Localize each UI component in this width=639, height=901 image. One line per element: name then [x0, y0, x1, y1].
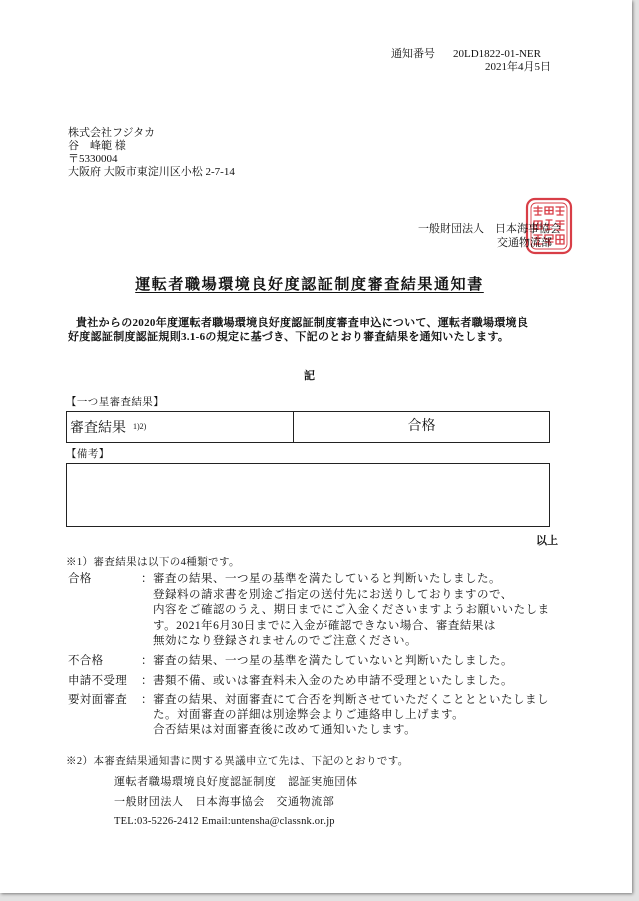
notice-number: 20LD1822-01-NER [453, 48, 541, 60]
result-note-ref: 1)2) [133, 422, 147, 431]
intro-line: 貴社からの2020年度運転者職場環境良好度認証制度審査申込について、運転者職場環境良 [76, 317, 529, 329]
result-value: 合格 [407, 419, 436, 434]
description-line: 無効になり登録されませんのでご注意ください。 [153, 635, 417, 647]
term-separator: ： [141, 675, 153, 687]
recipient-company: 株式会社フジタカ [68, 127, 156, 139]
result-label: 審査結果 [70, 421, 126, 436]
recipient-name: 谷 峰範 様 [68, 140, 126, 152]
issue-date: 2021年4月5日 [485, 61, 551, 73]
notice-number-label: 通知番号 [391, 48, 435, 60]
result-value-cell [294, 412, 549, 442]
description-line: 審査の結果、対面審査にて合否を判断させていただくこととといたしまし [153, 694, 549, 706]
document-title: 運転者職場環境良好度認証制度審査結果通知書 [135, 277, 484, 293]
result-type-term: 合格 [68, 573, 92, 585]
result-table [66, 411, 550, 443]
description-line: 審査の結果、一つ星の基準を満たしていると判断いたしました。 [153, 573, 501, 585]
result-type-description [153, 572, 550, 650]
description-line: た。対面審査の詳細は別途弊会よりご連絡申し上げます。 [153, 709, 465, 721]
result-type-description [153, 654, 513, 670]
remarks-box [66, 463, 550, 527]
intro-line: 好度認証制度認証規則3.1-6の規定に基づき、下記のとおり審査結果を通知いたします。 [68, 331, 510, 343]
result-label-cell [67, 412, 294, 442]
description-line: 審査の結果、一つ星の基準を満たしていないと判断いたしました。 [153, 655, 513, 667]
remarks-heading: 【備考】 [66, 449, 110, 460]
result-type-term: 申請不受理 [68, 675, 127, 687]
ki-marker: 記 [304, 370, 315, 382]
closing-mark: 以上 [536, 535, 558, 547]
description-line: 内容をご確認のうえ、期日までにご入金くださいますようお願いいたしま [153, 604, 550, 616]
contact-phone-email: TEL:03-5226-2412 Email:untensha@classnk.or.jp [114, 816, 335, 827]
description-line: 合否結果は対面審査後に改めて通知いたします。 [153, 724, 417, 736]
contact-line: 運転者職場環境良好度認証制度 認証実施団体 [114, 776, 358, 788]
note1-heading: ※1）審査結果は以下の4種類です。 [66, 557, 240, 568]
term-separator: ： [141, 655, 153, 667]
result-type-term: 不合格 [68, 655, 104, 667]
result-type-description [153, 693, 549, 738]
result-type-term: 要対面審査 [68, 694, 127, 706]
result-type-description [153, 674, 513, 690]
description-line: 登録料の請求書を別途ご指定の送付先にお送りしておりますので、 [153, 588, 513, 601]
result-section-heading: 【一つ星審査結果】 [66, 397, 165, 408]
recipient-postal-code: 〒5330004 [68, 153, 118, 165]
description-line: す。2021年6月30日までに入金が確認できない場合、審査結果は [153, 619, 496, 632]
term-separator: ： [141, 573, 153, 585]
term-separator: ： [141, 694, 153, 706]
description-line: 書類不備、或いは審査料未入金のため申請不受理といたしました。 [153, 675, 513, 687]
seal-stamp-icon [525, 197, 573, 255]
contact-line: 一般財団法人 日本海事協会 交通物流部 [114, 796, 335, 808]
note2-heading: ※2）本審査結果通知書に関する異議申立て先は、下記のとおりです。 [66, 756, 409, 767]
sender-department: 交通物流部 [497, 237, 552, 249]
sender-organization: 一般財団法人 日本海事協会 [418, 223, 561, 235]
recipient-address: 大阪府 大阪市東淀川区小松 2-7-14 [68, 166, 235, 178]
